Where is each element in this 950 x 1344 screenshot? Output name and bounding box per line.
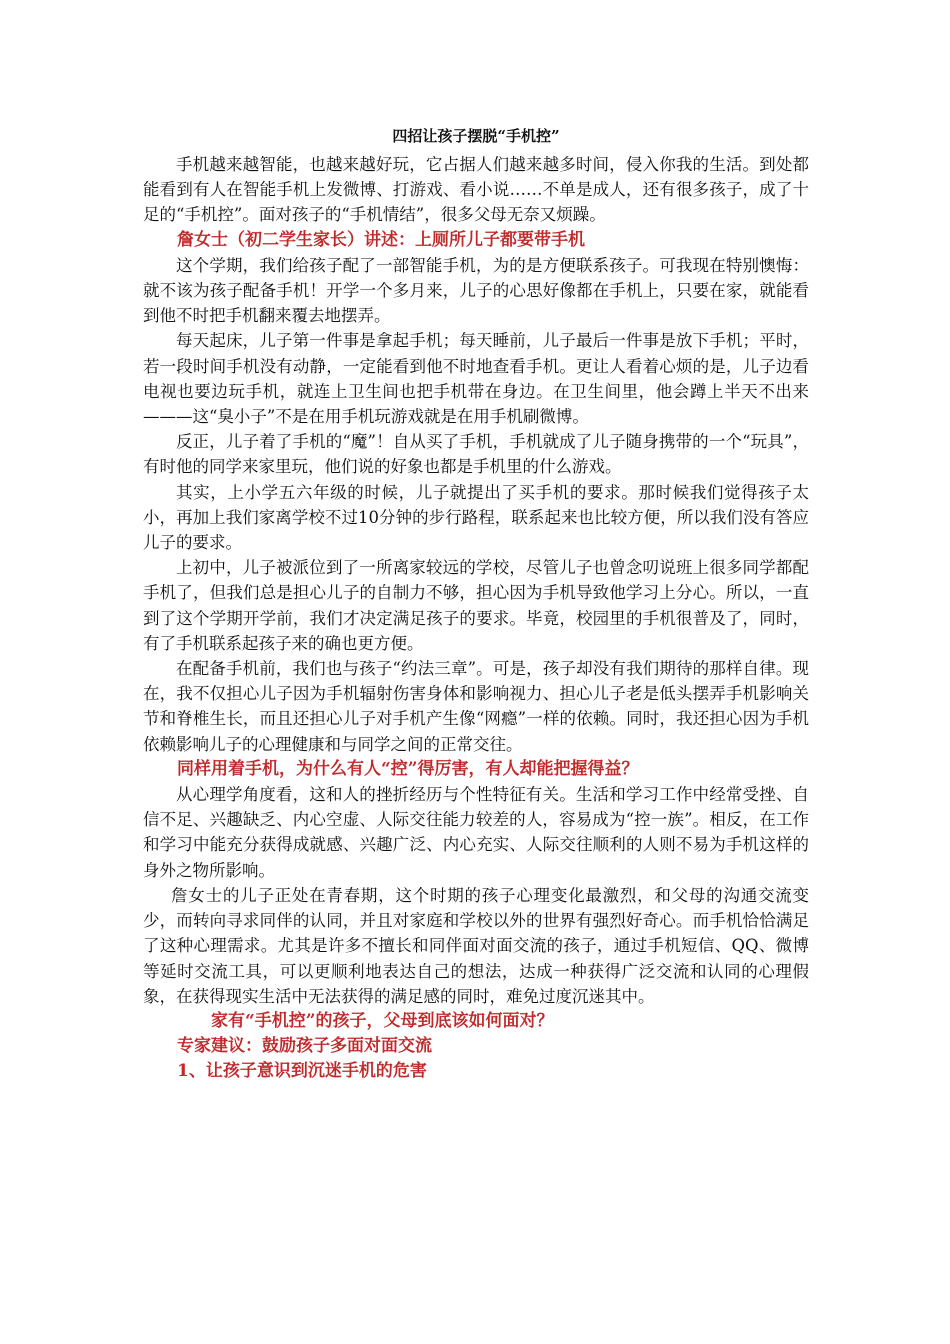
- section-heading-2: 同样用着手机，为什么有人“控”得厉害，有人却能把握得益？: [177, 758, 639, 779]
- body-paragraph: 詹女士的儿子正处在青春期，这个时期的孩子心理变化最激烈，和父母的沟通交流变少，而转向寻求同伴的认同，并且对家庭和学校以外的世界有强烈好奇心。而手机恰恰满足了这种心理需求。尤其是许多不擅长和同伴面对面交流的孩子，通过手机短信、QQ、微博等延时交流工具，可以更顺利地表达自己的想法，达成一种获得广泛交流和认同的心理假象，在获得现实生活中无法获得的满足感的同时，难免过度沉迷其中。: [143, 885, 809, 1006]
- body-paragraph: 这个学期，我们给孩子配了一部智能手机，为的是方便联系孩子。可我现在特别懊悔：就不该为孩子配备手机！开学一个多月来，儿子的心思好像都在手机上，只要在家，就能看到他不时把手机翻来覆去地摆弄。: [143, 255, 809, 326]
- body-paragraph: 从心理学角度看，这和人的挫折经历与个性特征有关。生活和学习工作中经常受挫、自信不足、兴趣缺乏、内心空虚、人际交往能力较差的人，容易成为“控一族”。相反，在工作和学习中能充分获得成就感、兴趣广泛、内心充实、人际交往顺利的人则不易为手机这样的身外之物所影响。: [143, 785, 809, 880]
- body-paragraph: 其实，上小学五六年级的时候，儿子就提出了买手机的要求。那时候我们觉得孩子太小，再加上我们家离学校不过10分钟的步行路程，联系起来也比较方便，所以我们没有答应儿子的要求。: [143, 482, 809, 553]
- body-paragraph: 上初中，儿子被派位到了一所离家较远的学校，尽管儿子也曾念叨说班上很多同学都配手机了，但我们总是担心儿子的自制力不够，担心因为手机导致他学习上分心。所以，一直到了这个学期开学前，我们才决定满足孩子的要求。毕竟，校园里的手机很普及了，同时，有了手机联系起孩子来的确也更方便。: [143, 558, 809, 653]
- body-paragraph: 在配备手机前，我们也与孩子“约法三章”。可是，孩子却没有我们期待的那样自律。现在，我不仅担心儿子因为手机辐射伤害身体和影响视力、担心儿子老是低头摆弄手机影响关节和脊椎生长，而且还担心儿子对手机产生像“网瘾”一样的依赖。同时，我还担心因为手机依赖影响儿子的心理健康和与同学之间的正常交往。: [143, 659, 809, 754]
- body-paragraph: 每天起床，儿子第一件事是拿起手机；每天睡前，儿子最后一件事是放下手机；平时，若一段时间手机没有动静，一定能看到他不时地查看手机。更让人看着心烦的是，儿子边看电视也要边玩手机，就连上卫生间也把手机带在身边。在卫生间里，他会蹲上半天不出来———这“臭小子”不是在用手机玩游戏就是在用手机刷微博。: [143, 331, 809, 427]
- intro-paragraph: 手机越来越智能，也越来越好玩，它占据人们越来越多时间，侵入你我的生活。到处都能看到有人在智能手机上发微博、打游戏、看小说……不单是成人，还有很多孩子，成了十足的“手机控”。面对孩子的“手机情结”，很多父母无奈又烦躁。: [143, 155, 809, 225]
- document-title: 四招让孩子摆脱“手机控”: [392, 127, 560, 145]
- section-heading-3: 家有“手机控”的孩子，父母到底该如何面对？: [211, 1010, 554, 1031]
- section-heading-1: 詹女士（初二学生家长）讲述：上厕所儿子都要带手机: [177, 229, 585, 250]
- section-heading-4: 专家建议：鼓励孩子多面对面交流: [177, 1036, 432, 1057]
- body-paragraph: 反正，儿子着了手机的“魔”！自从买了手机，手机就成了儿子随身携带的一个“玩具”，有时他的同学来家里玩，他们说的好象也都是手机里的什么游戏。: [143, 432, 809, 477]
- section-heading-5: 1、让孩子意识到沉迷手机的危害: [177, 1061, 427, 1082]
- document-page: [143, 122, 809, 1085]
